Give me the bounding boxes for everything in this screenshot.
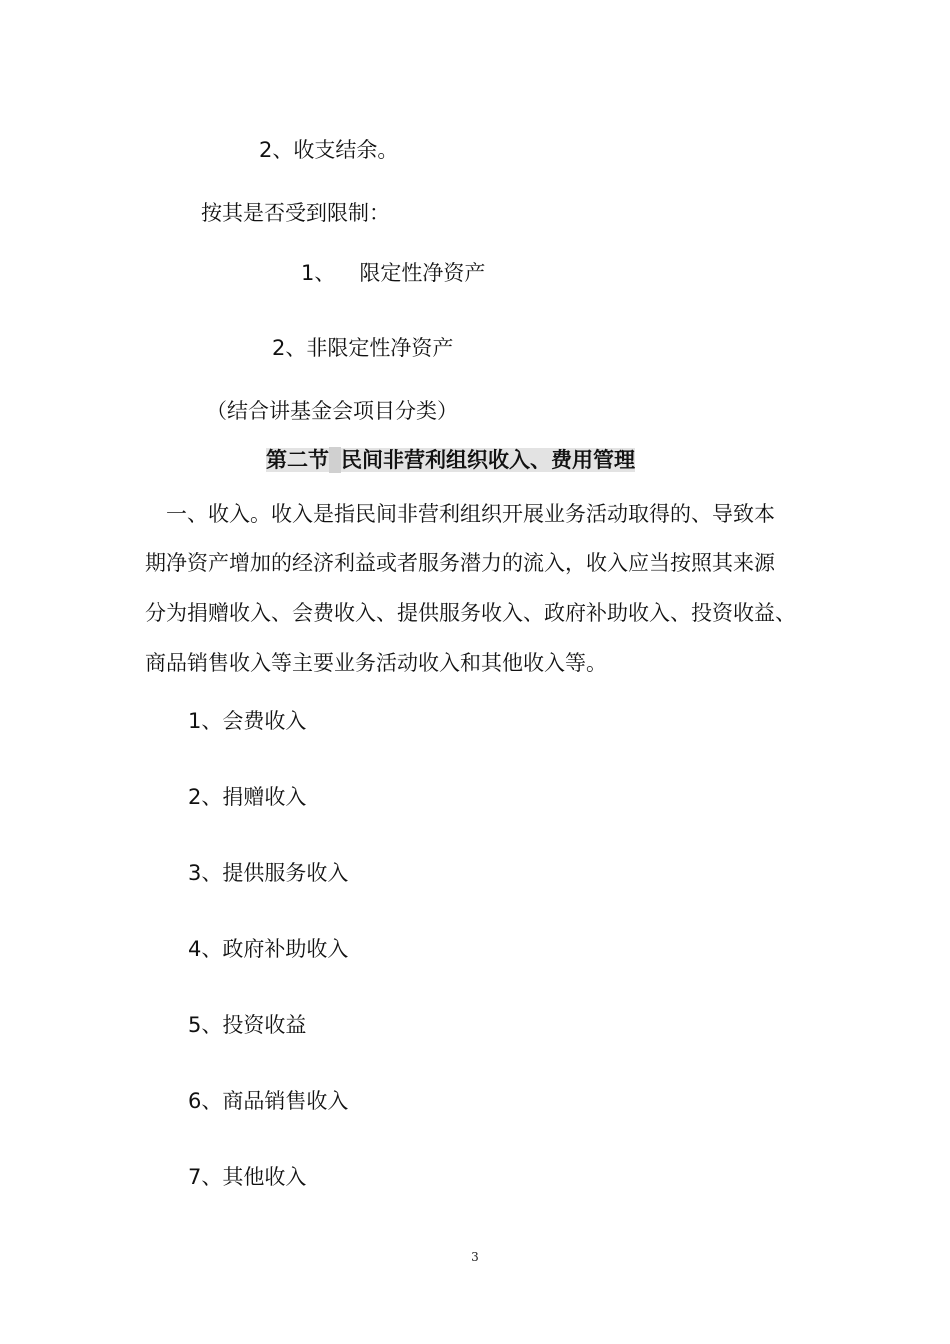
list-item-balance: 2、收支结余。 bbox=[259, 138, 399, 162]
list-label: 限定性净资产 bbox=[359, 261, 486, 285]
list-item: 5、投资收益 bbox=[188, 1013, 307, 1037]
list-item-restricted bbox=[301, 261, 485, 285]
section-number: 第二节 bbox=[266, 448, 329, 472]
list-number: 1、 bbox=[301, 261, 336, 285]
list-item: 4、政府补助收入 bbox=[188, 937, 349, 961]
section-heading bbox=[266, 447, 635, 473]
heading-gap bbox=[329, 447, 341, 473]
paragraph-line-4: 商品销售收入等主要业务活动收入和其他收入等。 bbox=[145, 651, 607, 675]
page-number: 3 bbox=[471, 1250, 479, 1264]
restriction-intro: 按其是否受到限制： bbox=[201, 201, 390, 225]
paragraph-line-2: 期净资产增加的经济利益或者服务潜力的流入，收入应当按照其来源 bbox=[145, 551, 775, 575]
list-item: 7、其他收入 bbox=[188, 1165, 307, 1189]
list-item: 6、商品销售收入 bbox=[188, 1089, 349, 1113]
note-text: （结合讲基金会项目分类） bbox=[206, 399, 458, 423]
list-item-unrestricted: 2、非限定性净资产 bbox=[272, 336, 454, 360]
section-title: 民间非营利组织收入、费用管理 bbox=[341, 448, 635, 472]
list-item: 2、捐赠收入 bbox=[188, 785, 307, 809]
paragraph-line-1: 一、收入。收入是指民间非营利组织开展业务活动取得的、导致本 bbox=[166, 502, 775, 526]
paragraph-line-3: 分为捐赠收入、会费收入、提供服务收入、政府补助收入、投资收益、 bbox=[145, 601, 796, 625]
list-item: 3、提供服务收入 bbox=[188, 861, 349, 885]
list-item: 1、会费收入 bbox=[188, 709, 307, 733]
